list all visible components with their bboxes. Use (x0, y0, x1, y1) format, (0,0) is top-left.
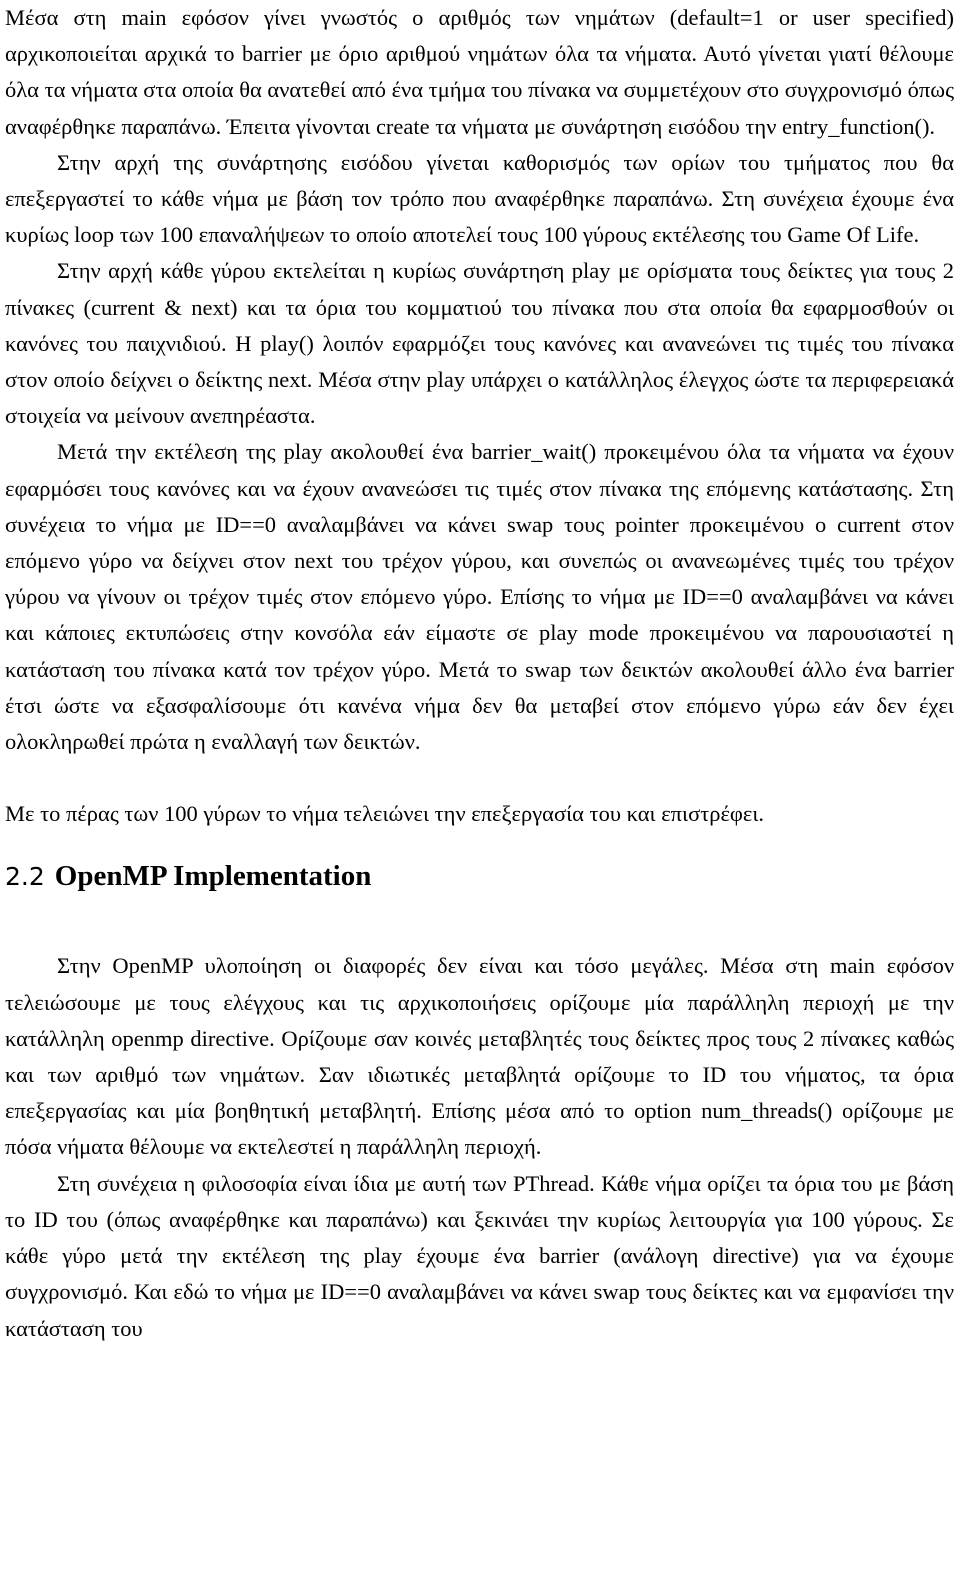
paragraph-gap (5, 760, 954, 796)
document-page (5, 0, 954, 1347)
paragraph-openmp-overview: Στην OpenMP υλοποίηση οι διαφορές δεν είναι και τόσο μεγάλες. Μέσα στη main εφόσον τελειώσουμε με τους ελέγχους και τις αρχικοποιήσεις ορίζουμε μία παράλληλη περιοχή με την κατάλληλη openmp directive. Ορίζουμε σαν κοινές μεταβλητές τους δείκτες προς τους 2 πίνακες καθώς και των αριθμό των νημάτων. Σαν ιδιωτικές μεταβλητά ορίζουμε το ID του νήματος, τα όρια επεξεργασίας και μία βοηθητική μεταβλητή. Επίσης μέσα από το option num_threads() ορίζουμε με πόσα νήματα θέλουμε να εκτελεστεί η παράλληλη περιοχή. (5, 953, 954, 1160)
section-heading (5, 848, 954, 904)
paragraph-thread-end: Με το πέρας των 100 γύρων το νήμα τελειώνει την επεξεργασία του και επιστρέφει. (5, 801, 765, 827)
paragraph-play-function: Στην αρχή κάθε γύρου εκτελείται η κυρίως συνάρτηση play με ορίσματα τους δείκτες για τους 2 πίνακες (current & next) και τα όρια του κομματιού του πίνακα που στα οποία θα εφαρμοσθούν οι κανόνες του παιχνιδιού. Η play() λοιπόν εφαρμόζει τους κανόνες και ανανεώνει τις τιμές του πίνακα στον οποίο δείχνει ο δείκτης next. Μέσα στην play υπάρχει ο κατάλληλος έλεγχος ώστε τα περιφερειακά στοιχεία να μείνουν ανεπηρέαστα. (5, 258, 954, 429)
paragraph-barrier-init: Μέσα στη main εφόσον γίνει γνωστός ο αριθμός των νημάτων (default=1 or user specified) αρχικοποιείται αρχικά το barrier με όριο αριθμού νημάτων όλα τα νήματα. Αυτό γίνεται γιατί θέλουμε όλα τα νήματα στα οποία θα ανατεθεί από ένα τμήμα του πίνακα να συμμετέχουν στο συγχρονισμό όπως αναφέρθηκε παραπάνω. Έπειτα γίνονται create τα νήματα με συνάρτηση εισόδου την entry_function(). (5, 5, 954, 139)
paragraph-entry-function: Στην αρχή της συνάρτησης εισόδου γίνεται καθορισμός των ορίων του τμήματος που θα επεξεργαστεί το κάθε νήμα με βάση τον τρόπο που αναφέρθηκε παραπάνω. Στη συνέχεια έχουμε ένα κυρίως loop των 100 επαναλήψεων το οποίο αποτελεί τους 100 γύρους εκτέλεσης του Game Of Life. (5, 149, 954, 248)
heading-gap (5, 904, 954, 948)
paragraph-openmp-rounds: Στη συνέχεια η φιλοσοφία είναι ίδια με αυτή των PThread. Κάθε νήμα ορίζει τα όρια του με βάση το ID του (όπως αναφέρθηκε και παραπάνω) και ξεκινάει την κυρίως λειτουργία για 100 γύρους. Σε κάθε γύρο μετά την εκτέλεση της play έχουμε ένα barrier (ανάλογη directive) για να έχουμε συγχρονισμό. Και εδώ το νήμα με ID==0 αναλαμβάνει να κάνει swap τους δείκτες και να εμφανίσει την κατάσταση του (5, 1170, 954, 1341)
paragraph-barrier-swap: Μετά την εκτέλεση της play ακολουθεί ένα barrier_wait() προκειμένου όλα τα νήματα να έχουν εφαρμόσει τους κανόνες και να έχουν ανανεώσει τις τιμές στον πίνακα της επόμενης κατάστασης. Στη συνέχεια το νήμα με ID==0 αναλαμβάνει να κάνει swap τους pointer προκειμένου ο current στον επόμενο γύρο να δείχνει στον next του τρέχον γύρου, και συνεπώς οι ανανεωμένες τιμές του τρέχον γύρου να γίνουν οι τρέχον τιμές στον επόμενο γύρο. Επίσης το νήμα με ID==0 αναλαμβάνει να κάνει και κάποιες εκτυπώσεις στην κονσόλα εάν είμαστε σε play mode προκειμένου να παρουσιαστεί η κατάσταση του πίνακα κατά τον τρέχον γύρο. Μετά το swap των δεικτών ακολουθεί άλλο ένα barrier έτσι ώστε να εξασφαλίσουμε ότι κανένα νήμα δεν θα μεταβεί στον επόμενο γύρω εάν δεν έχει ολοκληρωθεί πρώτα η εναλλαγή των δεικτών. (5, 439, 954, 755)
section-number: 2.2 (5, 862, 45, 892)
section-title: OpenMP Implementation (54, 860, 372, 893)
